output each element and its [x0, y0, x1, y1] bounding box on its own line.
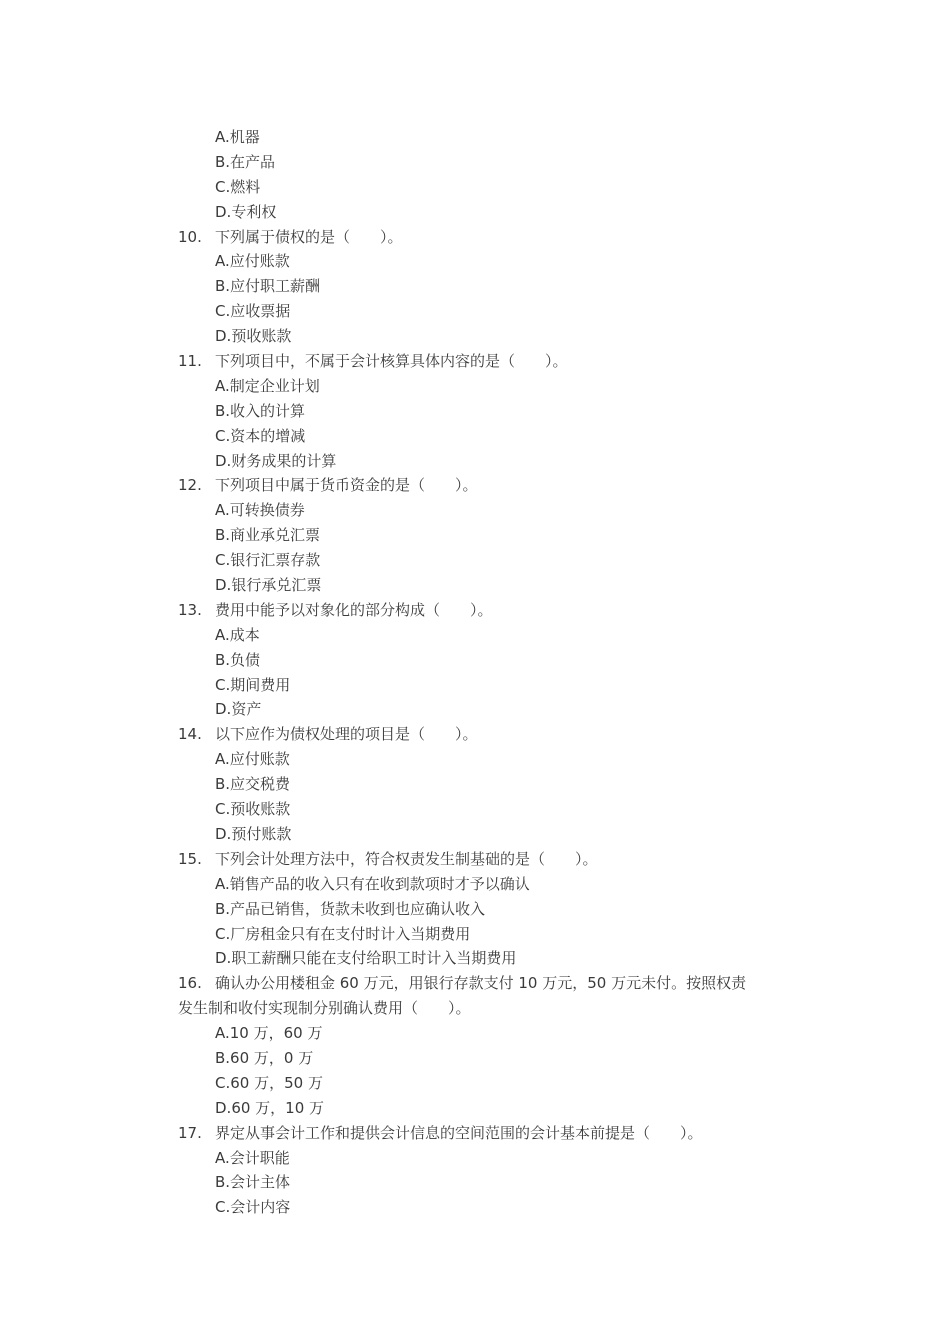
answer-option: A.销售产品的收入只有在收到款项时才予以确认: [215, 874, 530, 893]
answer-option: D.60 万，10 万: [215, 1098, 325, 1117]
question-text: 下列会计处理方法中，符合权责发生制基础的是（ ）。: [215, 849, 598, 868]
answer-option: C.厂房租金只有在支付时计入当期费用: [215, 924, 471, 943]
answer-option: C.期间费用: [215, 675, 291, 694]
question-line: [178, 349, 828, 374]
answer-option: C.60 万，50 万: [215, 1073, 323, 1092]
answer-option: C.燃料: [215, 177, 261, 196]
answer-option: A.应付账款: [215, 252, 290, 271]
answer-option: A.会计职能: [215, 1148, 290, 1167]
answer-option: B.收入的计算: [215, 401, 306, 420]
question-number: 10.: [178, 227, 202, 246]
answer-option: A.机器: [215, 128, 260, 146]
answer-option: A.10 万，60 万: [215, 1024, 323, 1043]
answer-option: D.资产: [215, 700, 262, 719]
question-text: 费用中能予以对象化的部分构成（ ）。: [215, 600, 493, 619]
question-number: 17.: [178, 1123, 202, 1142]
question-text-continued: 发生制和收付实现制分别确认费用（ ）。: [178, 999, 471, 1018]
question-text: 确认办公用楼租金 60 万元，用银行存款支付 10 万元，50 万元未付。按照权责: [215, 974, 747, 993]
answer-option: B.60 万，0 万: [215, 1048, 314, 1067]
question-text: 下列项目中，不属于会计核算具体内容的是（ ）。: [215, 352, 568, 371]
question-line: [178, 847, 828, 872]
question-text: 下列属于债权的是（ ）。: [215, 227, 403, 246]
question-number: 11.: [178, 352, 202, 371]
answer-option: A.可转换债券: [215, 501, 305, 520]
question-line: [178, 971, 828, 996]
answer-option: C.银行汇票存款: [215, 551, 321, 570]
question-line: [178, 225, 828, 250]
answer-option: B.应付职工薪酬: [215, 277, 321, 296]
question-list: [178, 125, 828, 1220]
answer-option: D.职工薪酬只能在支付给职工时计入当期费用: [215, 949, 517, 968]
answer-option: C.资本的增减: [215, 426, 306, 445]
question-number: 16.: [178, 974, 202, 993]
question-text: 界定从事会计工作和提供会计信息的空间范围的会计基本前提是（ ）。: [215, 1123, 703, 1142]
answer-option: A.成本: [215, 625, 260, 644]
question-text: 下列项目中属于货币资金的是（ ）。: [215, 476, 478, 495]
question-line: [178, 1121, 828, 1146]
answer-option: D.预收账款: [215, 327, 292, 346]
answer-option: D.专利权: [215, 202, 277, 221]
answer-option: D.银行承兑汇票: [215, 576, 322, 595]
answer-option: A.应付账款: [215, 750, 290, 769]
question-number: 13.: [178, 600, 202, 619]
answer-option: C.预收账款: [215, 800, 291, 819]
answer-option: B.商业承兑汇票: [215, 526, 321, 545]
question-text: 以下应作为债权处理的项目是（ ）。: [215, 725, 478, 744]
answer-option: B.会计主体: [215, 1173, 291, 1192]
question-line: [178, 598, 828, 623]
question-line: [178, 473, 828, 498]
answer-option: A.制定企业计划: [215, 376, 320, 395]
answer-option: B.产品已销售，货款未收到也应确认收入: [215, 899, 486, 918]
question-line: [178, 722, 828, 747]
answer-option: D.财务成果的计算: [215, 451, 337, 470]
question-number: 15.: [178, 849, 202, 868]
answer-option: B.在产品: [215, 152, 276, 171]
answer-option: C.会计内容: [215, 1198, 291, 1217]
answer-option: B.负债: [215, 650, 261, 669]
question-number: 14.: [178, 725, 202, 744]
answer-option: B.应交税费: [215, 775, 291, 794]
answer-option: C.应收票据: [215, 302, 291, 321]
answer-option: D.预付账款: [215, 824, 292, 843]
question-number: 12.: [178, 476, 202, 495]
